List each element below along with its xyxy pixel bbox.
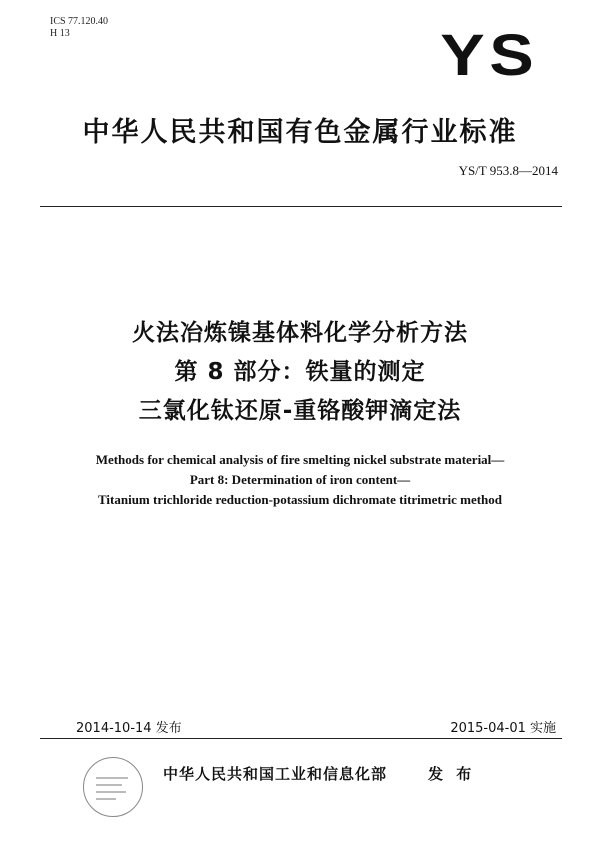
ics-code: ICS 77.120.40 <box>50 16 109 27</box>
ccs-code: H 13 <box>50 28 70 39</box>
standard-number: YS/T 953.8—2014 <box>458 163 558 178</box>
bottom-divider <box>40 738 562 739</box>
classification-codes <box>50 16 108 40</box>
issue-action: 发 布 <box>428 765 476 783</box>
issue-date: 2014-10-14 发布 <box>76 721 182 736</box>
seal-text-line <box>96 798 116 800</box>
en-title-line-2: Part 8: Determination of iron content— <box>189 472 411 487</box>
cn-title-line-3: 三氯化钛还原-重铬酸钾滴定法 <box>138 398 462 424</box>
official-seal <box>83 757 143 817</box>
seal-text-line <box>96 791 126 793</box>
issuer-name: 中华人民共和国工业和信息化部 <box>163 765 388 783</box>
seal-text-line <box>96 784 122 786</box>
cn-title-line-1: 火法冶炼镍基体料化学分析方法 <box>132 320 468 346</box>
en-title-line-1: Methods for chemical analysis of fire smelting nickel substrate material— <box>95 452 505 467</box>
en-title-line-3: Titanium trichloride reduction-potassium dichromate titrimetric method <box>97 492 503 507</box>
org-title: 中华人民共和国有色金属行业标准 <box>82 117 518 148</box>
top-divider <box>40 206 562 207</box>
seal-text-line <box>96 777 128 779</box>
implementation-date: 2015-04-01 实施 <box>450 721 556 736</box>
ys-logo: YS <box>439 23 538 88</box>
cn-title-line-2: 第 8 部分：铁量的测定 <box>174 359 426 385</box>
